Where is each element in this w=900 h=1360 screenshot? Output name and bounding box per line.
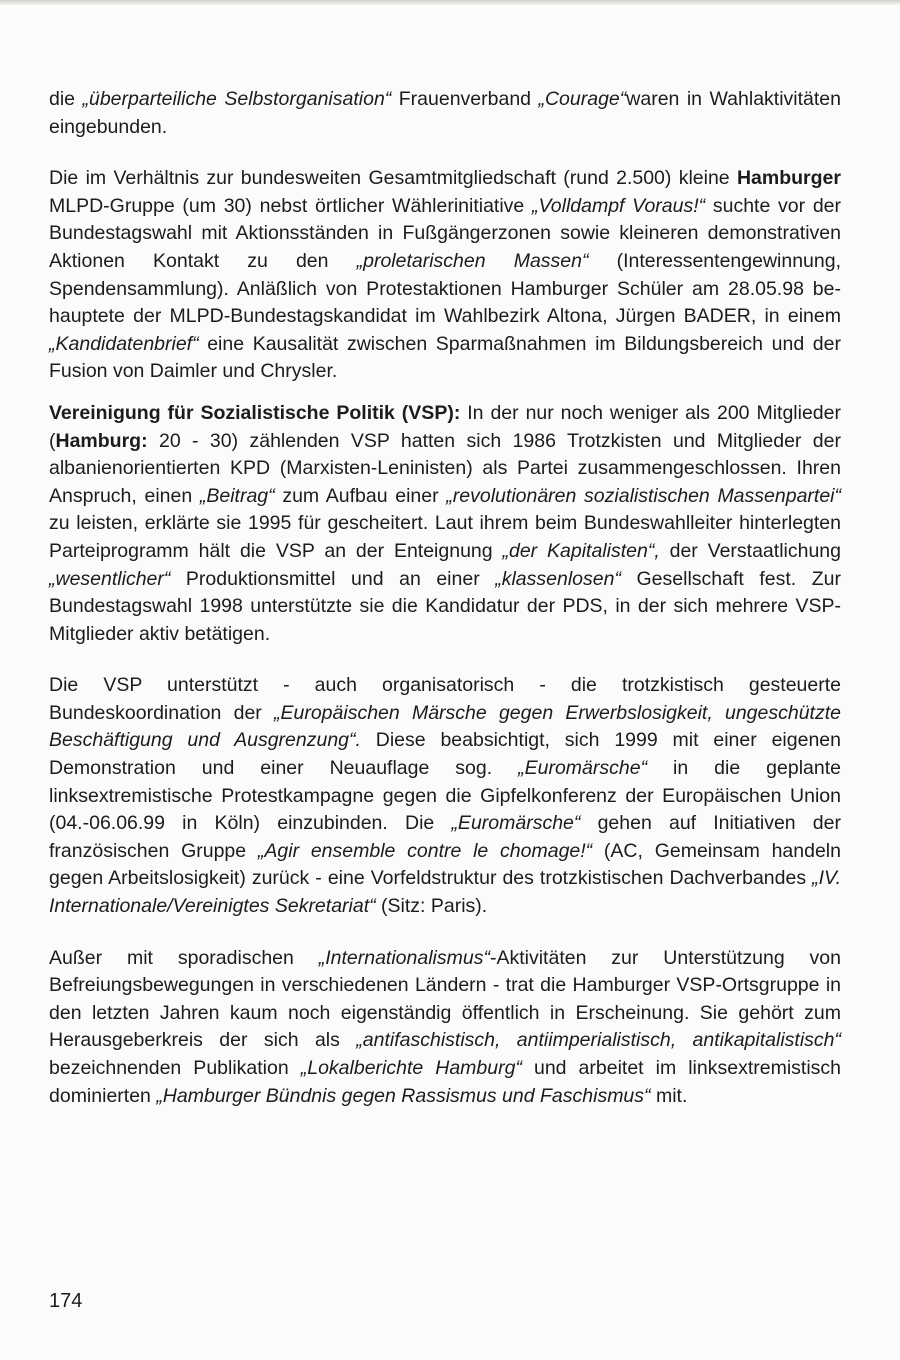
italic-quote: „klassenlosen“ bbox=[495, 567, 621, 590]
italic-quote: „Agir ensemble contre le chomage!“ bbox=[257, 839, 593, 862]
text-run: suchte vor der Bundestagswahl mit Aktionsständen in Fußgängerzonen sowie kleineren demonstrativen Aktionen Kontakt zu den bbox=[49, 194, 841, 272]
text-run: mit. bbox=[650, 1084, 688, 1107]
italic-quote: „Beitrag“ bbox=[199, 484, 275, 507]
italic-quote: „IV. Internationale/Vereinigtes Sekretariat“ bbox=[49, 867, 841, 918]
paragraph-vsp-euromarches bbox=[49, 672, 841, 920]
text-run: (AC, Gemeinsam handeln gegen Arbeitslosigkeit) zurück - eine Vorfeldstruktur des trotzkistischen Dachverbandes bbox=[49, 839, 841, 890]
text-run: waren in Wahlaktivitäten eingebunden. bbox=[49, 88, 841, 138]
page-top-edge bbox=[0, 0, 900, 5]
text-run: Diese beabsichtigt, sich 1999 mit einer eigenen Demonstration und einer Neuauflage sog. bbox=[49, 729, 841, 780]
text-run: Außer mit sporadischen bbox=[49, 946, 319, 969]
paragraph-mlpd-hamburg bbox=[49, 165, 841, 386]
paragraph-vsp-hamburg bbox=[49, 945, 841, 1111]
italic-quote: „Europäischen Märsche gegen Erwerbslosigkeit, ungeschützte Beschäftigung und Ausgrenzung“. bbox=[49, 701, 841, 752]
paragraph-gap bbox=[49, 648, 841, 672]
text-run: In der nur noch weniger als 200 Mitglieder ( bbox=[49, 401, 841, 452]
text-run: in die geplante linksextremistische Protestkampagne gegen die Gipfelkonferenz der Europäischen Union (04.-06.06.99 in Köln) einzubinden. Die bbox=[49, 757, 841, 835]
italic-quote: „Euromärsche“ bbox=[518, 757, 648, 780]
italic-quote: „Hamburger Bündnis gegen Rassismus und Faschismus“ bbox=[156, 1084, 651, 1107]
text-run: der Verstaatlichung bbox=[659, 539, 841, 562]
italic-quote: „Lokalberichte Hamburg“ bbox=[300, 1057, 522, 1079]
text-run: zum Aufbau einer bbox=[274, 484, 447, 507]
italic-quote: „Euromärsche“ bbox=[451, 812, 581, 835]
bold-term: Hamburg: bbox=[55, 429, 148, 452]
italic-quote: „antifaschistisch, antiimperialistisch, antikapitalistisch“ bbox=[356, 1029, 841, 1052]
italic-quote: „revolutionären sozialistischen Massenpartei“ bbox=[446, 484, 841, 507]
text-run: und arbeitet im linksextremistisch dominierten bbox=[49, 1057, 841, 1107]
paragraph-vsp-intro bbox=[49, 400, 841, 648]
text-run: Gesellschaft fest. Zur Bundestagswahl 1998 unterstützte sie die Kandidatur der PDS, in der sich mehrere VSP-Mitglieder aktiv betätigen. bbox=[49, 567, 841, 645]
page-number: 174 bbox=[49, 1290, 83, 1312]
bold-term: Vereinigung für Sozialistische Politik (VSP): bbox=[49, 401, 461, 424]
italic-quote: „überparteiliche Selbstorganisation“ bbox=[82, 88, 392, 110]
text-run: (Sitz: Paris). bbox=[375, 895, 488, 918]
text-run: -Aktivitäten zur Unterstützung von Befreiungsbewegungen in verschiedenen Ländern - trat die Hamburger VSP-Ortsgruppe in den letzten Jahren kaum noch eigenständig öffentlich in Erscheinung. Sie gehört zum Herausgeberkreis der sich als bbox=[49, 946, 841, 1052]
paragraph-gap bbox=[49, 141, 841, 165]
text-run: Frauenverband bbox=[391, 88, 539, 110]
document-body bbox=[49, 86, 841, 1110]
italic-quote: „proletarischen Massen“ bbox=[356, 249, 589, 272]
paragraph-gap bbox=[49, 921, 841, 945]
paragraph-courage bbox=[49, 86, 841, 141]
italic-quote: „Kandidatenbrief“ bbox=[49, 332, 199, 355]
text-run: die bbox=[49, 88, 83, 110]
text-run: gehen auf Initiativen der französischen Gruppe bbox=[49, 812, 841, 862]
text-run: (Interessentengewinnung, Spendensammlung). Anläßlich von Protestaktionen Hamburger Schüler am 28.05.98 behauptete der MLPD-Bundestagskandidat im Wahlbezirk Altona, Jürgen BADER, in einem bbox=[49, 249, 841, 328]
italic-quote: „Internationalismus“ bbox=[318, 946, 490, 969]
text-run: bezeichnenden Publikation bbox=[49, 1057, 301, 1079]
italic-quote: „Courage“ bbox=[538, 88, 627, 110]
text-run: Die im Verhältnis zur bundesweiten Gesamtmitgliedschaft (rund 2.500) kleine bbox=[49, 167, 737, 190]
italic-quote: „Volldampf Voraus!“ bbox=[531, 194, 706, 217]
paragraph-gap bbox=[49, 386, 841, 400]
text-run: 20 - 30) zählenden VSP hatten sich 1986 Trotzkisten und Mitglieder der albanienorientierten KPD (Marxisten-Leninisten) als Partei zusammengeschlossen. Ihren Anspruch, einen bbox=[49, 429, 841, 507]
italic-quote: „wesentlicher“ bbox=[49, 567, 171, 590]
text-run: Die VSP unterstützt - auch organisatorisch - die trotzkistisch gesteuerte Bundeskoordination der bbox=[49, 674, 841, 724]
bold-term: Hamburger bbox=[736, 167, 841, 190]
text-run: Produktionsmittel und an einer bbox=[170, 567, 496, 590]
italic-quote: „der Kapitalisten“, bbox=[502, 539, 660, 562]
text-run: eine Kausalität zwischen Sparmaßnahmen im Bildungsbereich und der Fusion von Daimler und Chrysler. bbox=[49, 332, 841, 383]
text-run: MLPD-Gruppe (um 30) nebst örtlicher Wählerinitiative bbox=[49, 194, 532, 217]
text-run: zu leisten, erklärte sie 1995 für gescheitert. Laut ihrem beim Bundeswahlleiter hinterlegten Parteiprogramm hält die VSP an der Enteignung bbox=[49, 512, 841, 562]
